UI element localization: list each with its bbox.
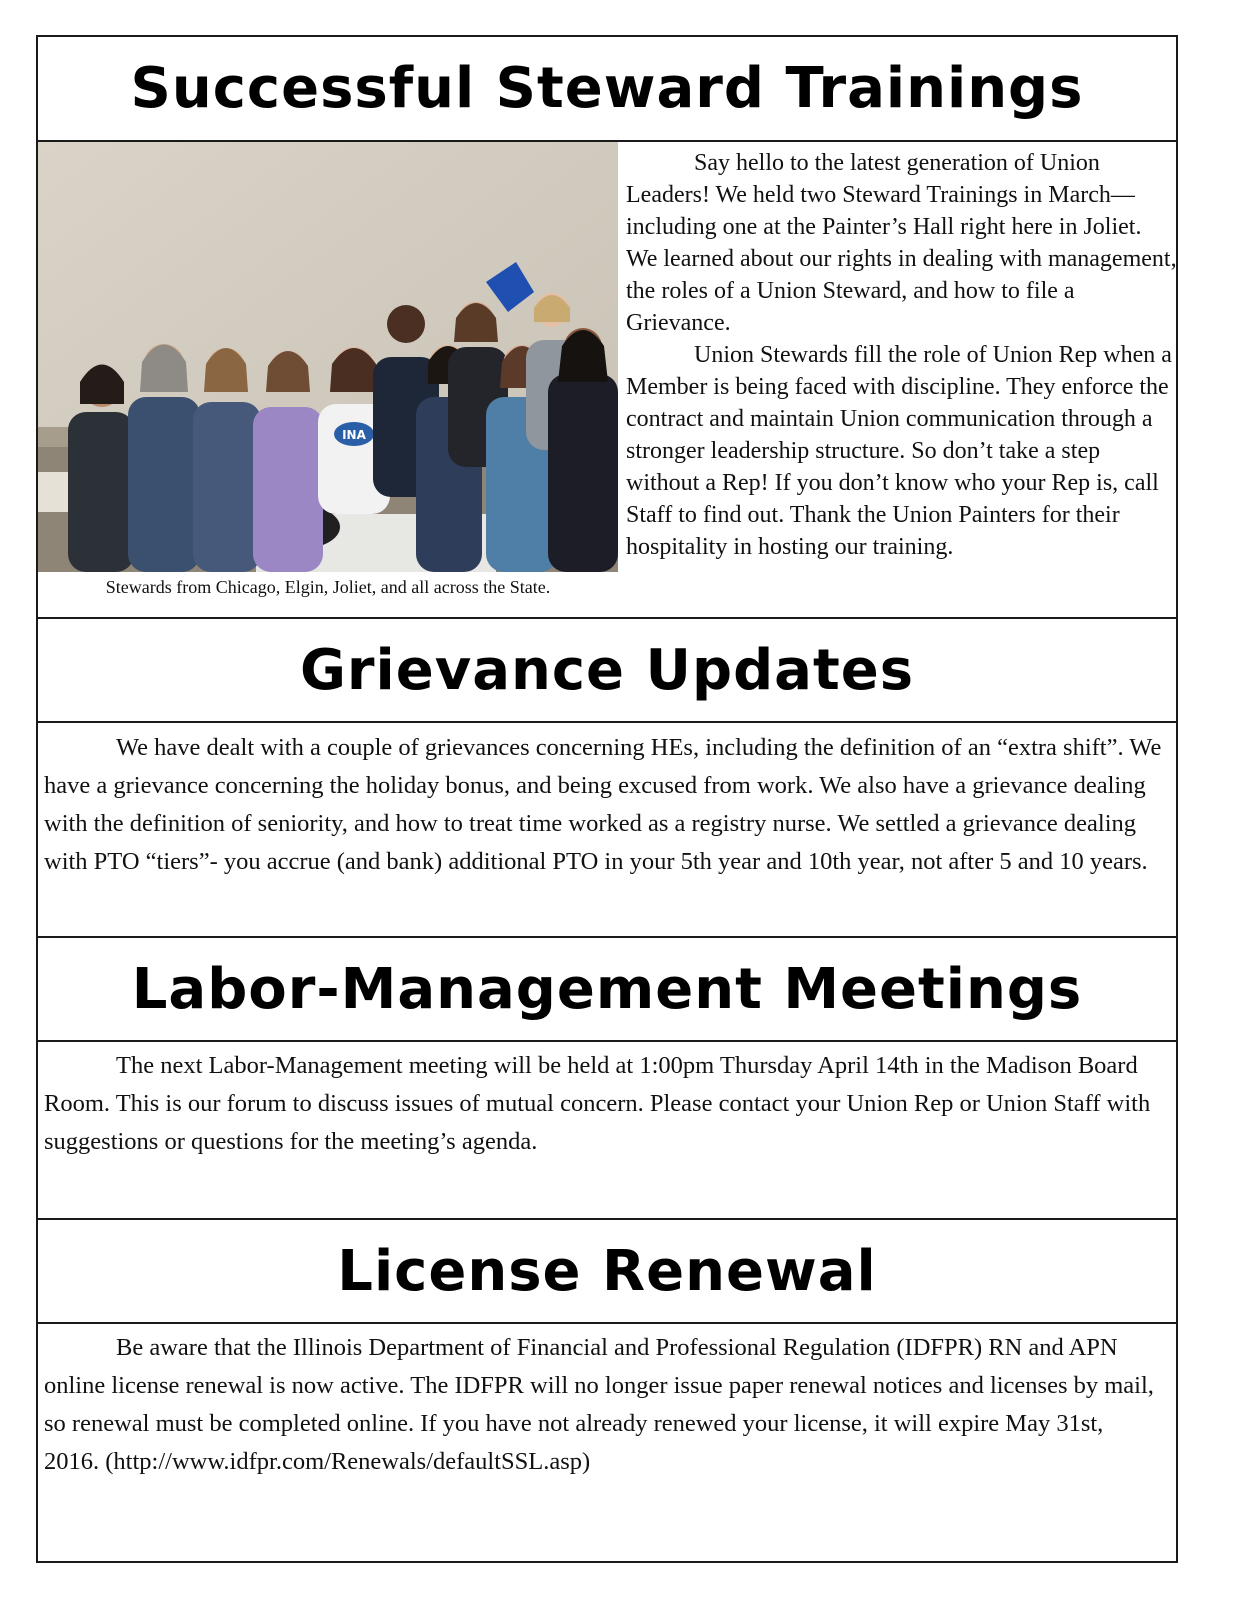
steward-header: [38, 37, 1176, 142]
labor-header: [38, 938, 1176, 1042]
steward-title: Successful Steward Trainings: [130, 56, 1084, 121]
steward-group-photo: [38, 142, 618, 572]
steward-article: [626, 147, 1178, 563]
labor-title: Labor-Management Meetings: [131, 956, 1083, 1022]
photo-caption: Stewards from Chicago, Elgin, Joliet, and all across the State.: [105, 577, 551, 597]
grievance-paragraph: We have dealt with a couple of grievances concerning HEs, including the definition of an “extra shift”. We have a grievance concerning the holiday bonus, and being excused from work. We also have a grievance dealing with the definition of seniority, and how to treat time worked as a registry nurse. We settled a grievance dealing with PTO “tiers”- you accrue (and bank) additional PTO in your 5th year and 10th year, not after 5 and 10 years.: [44, 734, 1162, 875]
license-paragraph: Be aware that the Illinois Department of Financial and Professional Regulation (IDFPR) RN and APN online license renewal is now active. The IDFPR will no longer issue paper renewal notices and licenses by mail, so renewal must be completed online. If you have not already renewed your license, it will expire May 31st, 2016. (http://www.idfpr.com/Renewals/defaultSSL.asp): [44, 1334, 1154, 1475]
newsletter-page: [36, 35, 1178, 1563]
labor-paragraph: The next Labor-Management meeting will be held at 1:00pm Thursday April 14th in the Madison Board Room. This is our forum to discuss issues of mutual concern. Please contact your Union Rep or Union Staff with suggestions or questions for the meeting’s agenda.: [44, 1052, 1151, 1155]
license-article: [44, 1329, 1164, 1481]
grievance-header: [38, 619, 1176, 723]
license-title: License Renewal: [337, 1238, 877, 1304]
grievance-article: [44, 729, 1164, 881]
shirt-logo-text: INA: [342, 428, 366, 442]
labor-article: [44, 1047, 1164, 1161]
steward-paragraph-2: Union Stewards fill the role of Union Rep when a Member is being faced with discipline. They enforce the contract and maintain Union communication through a stronger leadership structure. So don’t take a step without a Rep! If you don’t know who your Rep is, call Staff to find out. Thank the Union Painters for their hospitality in hosting our training.: [626, 342, 1172, 560]
license-header: [38, 1220, 1176, 1324]
steward-paragraph-1: Say hello to the latest generation of Union Leaders! We held two Steward Trainings in March—including one at the Painter’s Hall right here in Joliet. We learned about our rights in dealing with management, the roles of a Union Steward, and how to file a Grievance.: [626, 150, 1177, 336]
grievance-title: Grievance Updates: [299, 637, 915, 703]
